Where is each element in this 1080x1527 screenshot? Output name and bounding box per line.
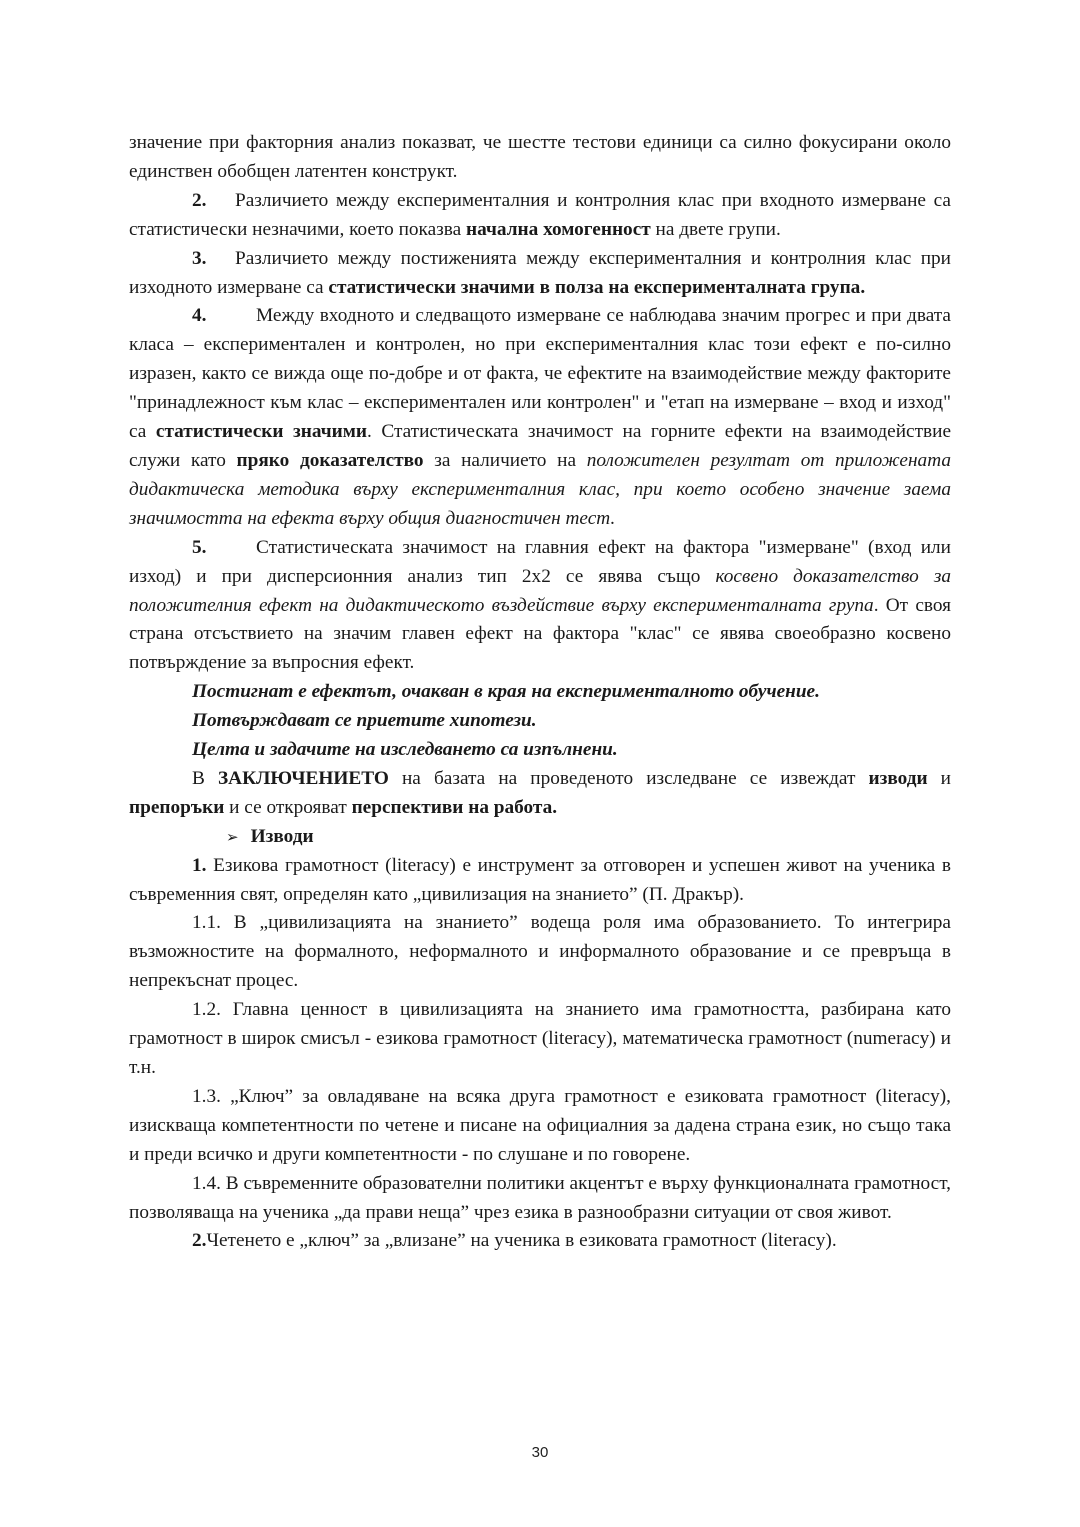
item-number: 1.: [192, 854, 207, 876]
paragraph-conclusion-1: 1. Езикова грамотност (literacy) е инструмент за отговорен и успешен живот на ученика в съвременния свят, определян като „цивилизация на знанието” (П. Дракър).: [129, 854, 951, 905]
arrow-bullet-icon: ➢: [226, 827, 239, 846]
paragraph-conclusion-1-2: 1.2. Главна ценност в цивилизацията на знанието има грамотността, разбирана като грамотност в широк смисъл - езикова грамотност (literacy), математическа грамотност (numeracy) и т.н.: [129, 999, 951, 1078]
item-number: 5.: [192, 536, 207, 558]
conclusion-line: Потвърждават се приетите хипотези.: [192, 710, 537, 732]
paragraph-finding-5: 5. Статистическата значимост на главния ефект на фактора "измерване" (вход или изход) и при дисперсионния анализ тип 2x2 се явява също косвено доказателство за положителния ефект на дидактическото въздействие върху експерименталната група. От своя страна отсъствието на значим главен ефект на фактора "клас" се явява своеобразно косвено потвърждение за въпросния ефект.: [129, 534, 951, 679]
paragraph-conclusion-1-1: 1.1. В „цивилизацията на знанието” водеща роля има образованието. То интегрира възможностите на формалното, неформалното и информалното образование и се превръща в непрекъснат процес.: [129, 912, 951, 992]
conclusion-line: Постигнат е ефектът, очакван в края на експерименталното обучение.: [192, 681, 820, 703]
item-number: 2.: [192, 189, 207, 211]
paragraph-conclusion-1-4: 1.4. В съвременните образователни политики акцентът е върху функционалната грамотност, позволяваща на ученика „да прави неща” чрез езика в разнообразни ситуации от своя живот.: [129, 1172, 951, 1223]
paragraph-continued: значение при факторния анализ показват, че шестте тестови единици са силно фокусирани около единствен обобщен латентен конструкт.: [129, 132, 951, 182]
paragraph-conclusion-1-3: 1.3. „Ключ” за овладяване на всяка друга грамотност е езиковата грамотност (literacy), изискваща компетентности по четене и писане на официалния за дадена страна език, но също така и преди всичко и други компетентности - по слушане и по говорене.: [129, 1085, 951, 1165]
item-number: 2.: [192, 1230, 207, 1252]
item-number: 4.: [192, 305, 207, 327]
paragraph-finding-3: 3. Различието между постиженията между експерименталния и контролния клас при изходното измерване са статистически значими в полза на експерименталната група.: [129, 245, 951, 303]
conclusion-line: Целта и задачите на изследването са изпълнени.: [192, 739, 618, 761]
page-number: 30: [531, 1444, 549, 1461]
paragraph-finding-4: 4. Между входното и следващото измерване се наблюдава значим прогрес и при двата класа – експериментален и контролен, но при експерименталния клас този ефект е по-силно изразен, както се вижда още по-добре и от факта, че ефектите на взаимодействие между факторите "принадлежност към клас – експериментален или контролен" и "етап на измерване – вход и изход" са статистически значими. Статистическата значимост на горните ефекти на взаимодействие служи като пряко доказателство за наличието на положителен резултат от приложената дидактическа методика върху експерименталния клас, при което особено значение заема значимостта на ефекта върху общия диагностичен тест.: [129, 302, 951, 533]
paragraph-conclusion-intro: В ЗАКЛЮЧЕНИЕТО на базата на проведеното изследване се извеждат изводи и препоръки и се открояват перспективи на работа.: [129, 767, 952, 818]
paragraph-conclusion-2: 2.Четенето е „ключ” за „влизане” на ученика в езиковата грамотност (literacy).: [192, 1230, 837, 1252]
page-body: [129, 129, 951, 1256]
item-number: 3.: [192, 247, 207, 269]
section-heading-conclusions: ➢ Изводи: [226, 825, 314, 847]
paragraph-finding-2: 2. Различието между експерименталния и контролния клас при входното измерване са статистически незначими, което показва начална хомогенност на двете групи.: [129, 187, 951, 245]
